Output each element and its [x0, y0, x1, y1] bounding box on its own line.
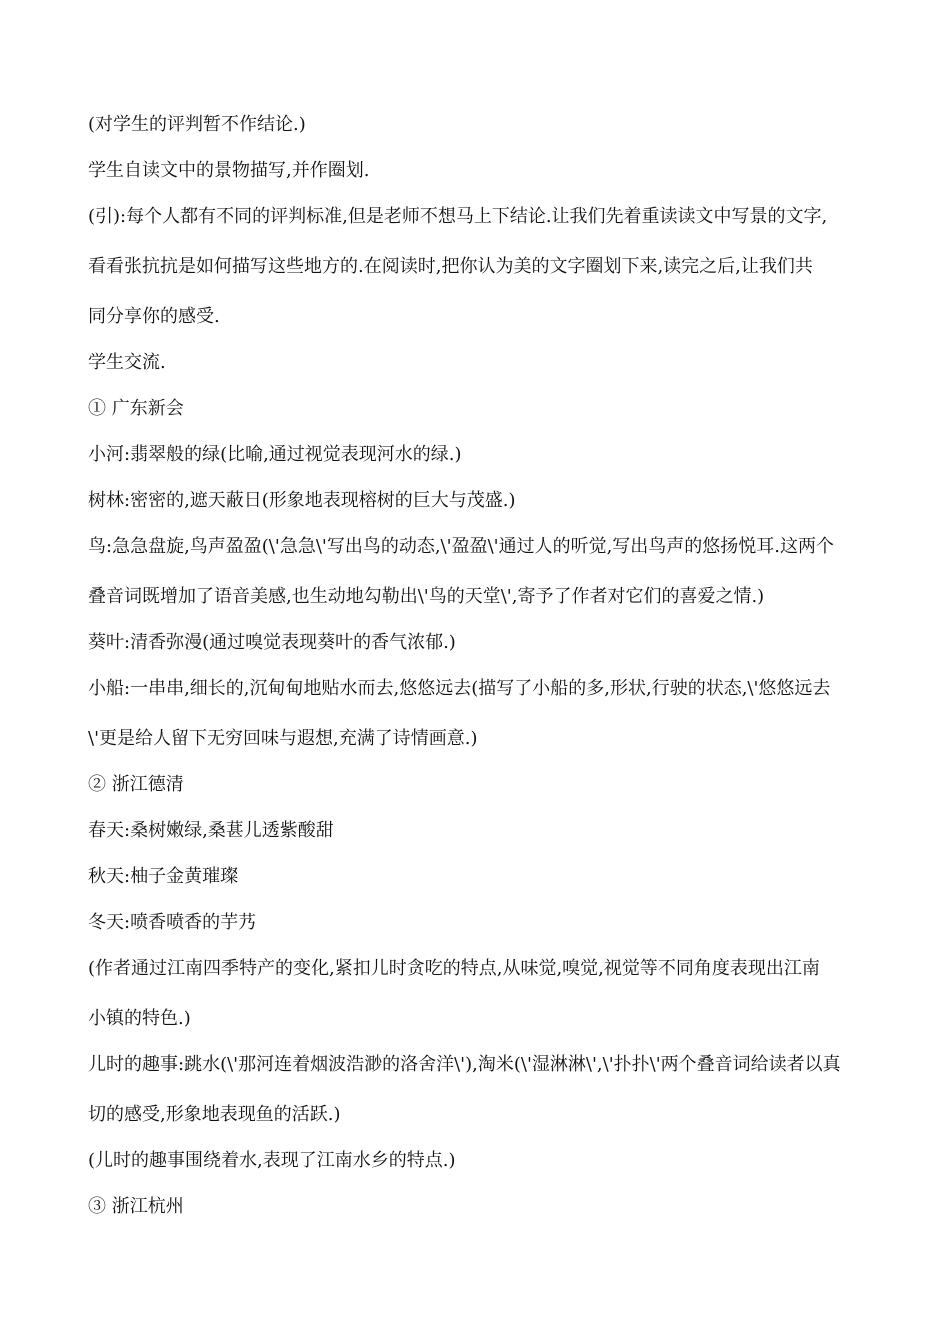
- paragraph-bird: [88, 535, 878, 609]
- paragraph-forest: [88, 489, 878, 513]
- paragraph-activity: [88, 159, 878, 183]
- text-line: (引):每个人都有不同的评判标准,但是老师不想马上下结论.让我们先着重读读文中写景的文字,: [88, 206, 828, 227]
- text-line: 葵叶:清香弥漫(通过嗅觉表现葵叶的香气浓郁.): [88, 632, 456, 653]
- text-line: 小船:一串串,细长的,沉甸甸地贴水而去,悠悠远去(描写了小船的多,形状,行驶的状态,\'悠悠远去: [88, 678, 831, 699]
- section-heading-xinhui: [88, 397, 878, 421]
- paragraph-river: [88, 443, 878, 467]
- text-line: ③ 浙江杭州: [88, 1196, 184, 1217]
- paragraph-leaf: [88, 631, 878, 655]
- text-line: ② 浙江德清: [88, 774, 184, 795]
- text-line: 叠音词既增加了语音美感,也生动地勾勒出\'鸟的天堂\',寄予了作者对它们的喜爱之情.): [88, 586, 765, 607]
- text-line: 小镇的特色.): [88, 1008, 191, 1029]
- paragraph-autumn: [88, 865, 878, 889]
- paragraph-childhood-note: [88, 1149, 878, 1173]
- text-line: 鸟:急急盘旋,鸟声盈盈(\'急急\'写出鸟的动态,\'盈盈\'通过人的听觉,写出鸟声的悠扬悦耳.这两个: [88, 536, 835, 557]
- text-line: 冬天:喷香喷香的芋艿: [88, 912, 257, 933]
- text-line: 学生自读文中的景物描写,并作圈划.: [88, 160, 370, 181]
- paragraph-boat: [88, 677, 878, 751]
- paragraph-spring: [88, 819, 878, 843]
- text-line: (作者通过江南四季特产的变化,紧扣儿时贪吃的特点,从味觉,嗅觉,视觉等不同角度表现出江南: [88, 958, 820, 979]
- text-line: 同分享你的感受.: [88, 306, 220, 327]
- paragraph-exchange: [88, 351, 878, 375]
- text-line: 春天:桑树嫩绿,桑葚儿透紫酸甜: [88, 820, 334, 841]
- text-line: 儿时的趣事:跳水(\'那河连着烟波浩渺的洛舍洋\'),淘米(\'湿淋淋\',\'扑扑\'两个叠音词给读者以真: [88, 1054, 841, 1075]
- section-heading-deqing: [88, 773, 878, 797]
- text-line: 小河:翡翠般的绿(比喻,通过视觉表现河水的绿.): [88, 444, 462, 465]
- text-line: ① 广东新会: [88, 398, 184, 419]
- paragraph-intro: [88, 205, 878, 329]
- text-line: 切的感受,形象地表现鱼的活跃.): [88, 1104, 341, 1125]
- section-heading-hangzhou: [88, 1195, 878, 1219]
- text-line: 学生交流.: [88, 352, 166, 373]
- paragraph-winter: [88, 911, 878, 935]
- text-line: 秋天:柚子金黄璀璨: [88, 866, 239, 887]
- text-line: (对学生的评判暂不作结论.): [88, 114, 306, 135]
- paragraph-seasons-note: [88, 957, 878, 1031]
- text-line: 树林:密密的,遮天蔽日(形象地表现榕树的巨大与茂盛.): [88, 490, 516, 511]
- paragraph-note: [88, 113, 878, 137]
- document-page: [88, 113, 878, 1241]
- text-line: 看看张抗抗是如何描写这些地方的.在阅读时,把你认为美的文字圈划下来,读完之后,让我们共: [88, 256, 813, 277]
- paragraph-childhood: [88, 1053, 878, 1127]
- text-line: (儿时的趣事围绕着水,表现了江南水乡的特点.): [88, 1150, 456, 1171]
- text-line: \'更是给人留下无穷回味与遐想,充满了诗情画意.): [88, 728, 478, 749]
